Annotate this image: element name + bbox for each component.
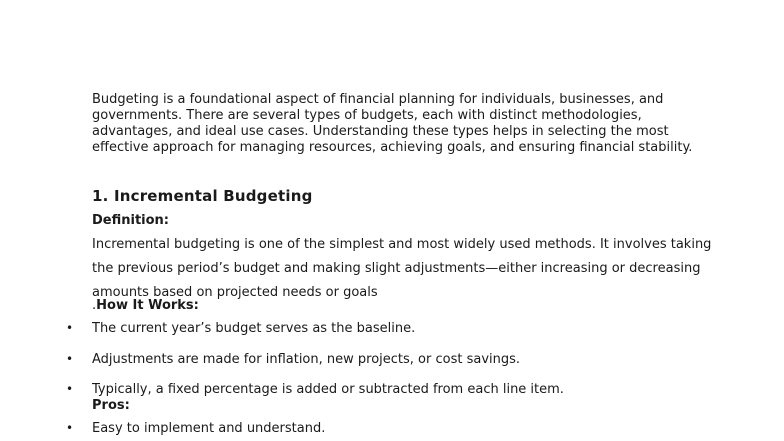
bullet-icon: • [66,352,74,366]
how-it-works-prefix: . [92,298,97,313]
bullet-icon: • [66,321,74,335]
list-item [0,321,784,339]
bullet-icon: • [66,421,74,435]
list-item-text: Typically, a fixed percentage is added or subtracted from each line item. [92,382,564,397]
list-item-text: Easy to implement and understand. [92,421,326,436]
list-item [0,421,784,439]
pros-label: Pros: [92,398,130,413]
section-heading: 1. Incremental Budgeting [92,187,313,205]
definition-label: Definition: [92,213,170,228]
bullet-icon: • [66,382,74,396]
list-item [0,352,784,370]
definition-text: Incremental budgeting is one of the simplest and most widely used methods. It involves taking the previous period’s budget and making slight adjustments—either increasing or decreasing amounts based on projected needs or goals [92,237,712,300]
intro-paragraph: Budgeting is a foundational aspect of financial planning for individuals, businesses, and governments. There are several types of budgets, each with distinct methodologies, advantages, and ideal use cases. Understanding these types helps in selecting the most effective approach for managing resources, achieving goals, and ensuring financial stability. [92,92,693,155]
list-item-text: The current year’s budget serves as the baseline. [92,321,416,336]
how-it-works-text: How It Works: [96,298,199,313]
list-item-text: Adjustments are made for inflation, new projects, or cost savings. [92,352,521,367]
how-it-works-label [92,298,199,313]
